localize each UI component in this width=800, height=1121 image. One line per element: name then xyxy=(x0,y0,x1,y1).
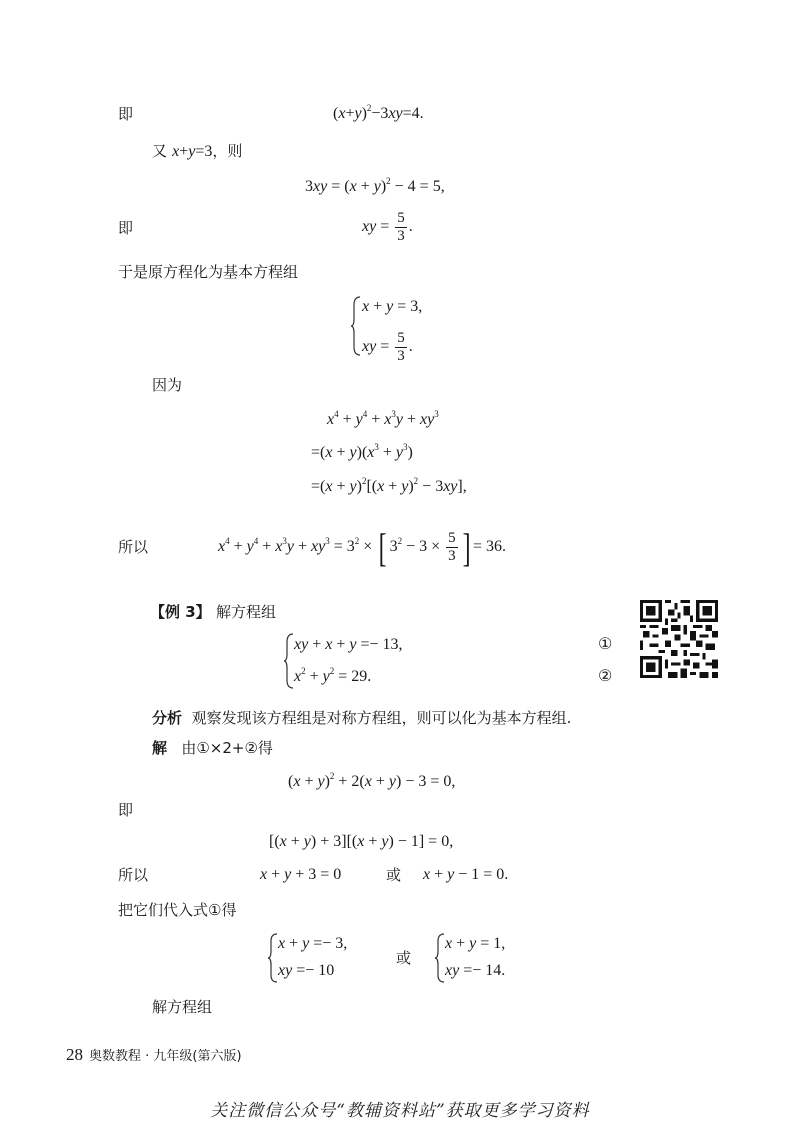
text-or-2: 或 xyxy=(396,949,412,967)
label-suoyi-1: 所以 xyxy=(118,538,149,556)
equation-factored: [(x + y) + 3][(x + y) − 1] = 0, xyxy=(269,833,454,850)
watermark-text: 关注微信公众号“教辅资料站”获取更多学习资料 xyxy=(210,1101,590,1121)
analysis-line: 分析 观察发现该方程组是对称方程组，则可以化为基本方程组. xyxy=(152,709,572,727)
text-basic-system: 于是原方程化为基本方程组 xyxy=(118,263,299,281)
system1-eq1: x + y = 3, xyxy=(362,298,423,315)
expression-line3: $=(x + y)^2[(x + y)^2 - 3xy]$, xyxy=(311,476,467,495)
label-suoyi-2: 所以 xyxy=(118,866,149,884)
expression-line2: $=(x + y)(x^3 + y^3)$ xyxy=(311,442,413,461)
system2-eq1: x + y =− 3, xyxy=(278,935,348,952)
label-ji-2: 即 xyxy=(118,219,134,237)
example-eq1: xy + x + y =− 13, xyxy=(294,636,403,653)
text-or-1: 或 xyxy=(386,866,402,884)
label-ji-3: 即 xyxy=(118,801,134,819)
example-eq2: $x^2 + y^2 = 29$. xyxy=(294,666,372,685)
marker-2: ② xyxy=(598,668,613,685)
qr-code-icon xyxy=(640,600,718,678)
text-solve-system: 解方程组 xyxy=(152,998,213,1016)
equation-3xy: $3xy = (x + y)^2 - 4 = 5$, xyxy=(305,176,445,195)
equation-xy: xy = $\frac{5}{3}$ . xyxy=(362,210,413,244)
equation-case2: x + y − 1 = 0. xyxy=(423,866,509,883)
system3-eq1: x + y = 1, xyxy=(445,935,506,952)
page-footer xyxy=(66,1045,242,1065)
equation-1: $(x+y)^2-3xy=4$. xyxy=(333,103,424,122)
marker-1: ① xyxy=(598,636,613,653)
intro-line: 又 x+y=3，则 xyxy=(152,142,243,160)
system2-eq2: xy =− 10 xyxy=(278,962,335,979)
expression-line1: $x^4 + y^4 + x^3y + xy^3$ xyxy=(327,409,439,428)
example-title: 解方程组 xyxy=(216,603,277,621)
page-number: 28 xyxy=(66,1045,83,1064)
label-ji-1: 即 xyxy=(118,105,134,123)
brace-icon xyxy=(350,295,362,357)
system1-eq2: xy = $\frac{5}{3}$ . xyxy=(362,330,413,364)
equation-case1: x + y + 3 = 0 xyxy=(260,866,342,883)
text-substitute: 把它们代入式①得 xyxy=(118,901,237,919)
text-because: 因为 xyxy=(152,376,183,394)
book-title: 奥数教程 · 九年级(第六版) xyxy=(89,1049,242,1064)
system3-eq2: xy =− 14. xyxy=(445,962,506,979)
example-tag: 【例 3】 xyxy=(150,603,211,621)
result-36: $x^4 + y^4 + x^3y + xy^3 = 3^2$ × [ $3^2 - 3$ × $\frac{5}{3}$ ] = 36. xyxy=(218,524,507,570)
solution-line: 解 由①×2+②得 xyxy=(152,739,273,757)
equation-quadratic: $(x + y)^2 + 2(x + y) - 3 = 0$, xyxy=(288,771,456,790)
